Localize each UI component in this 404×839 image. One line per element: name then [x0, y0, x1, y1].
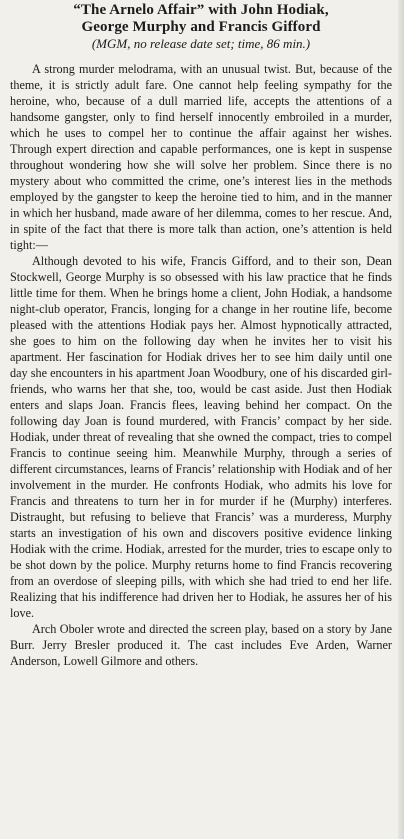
page-edge-shadow: [398, 0, 404, 839]
film-review-article: [10, 2, 392, 669]
review-title: [10, 2, 392, 36]
review-title-line-1: “The Arnelo Affair” with John Hodiak,: [73, 2, 329, 18]
review-paragraph-plot: Although devoted to his wife, Francis Gifford, and to their son, Dean Stockwell, George Murphy is so obsessed with his law practice that he finds little time for them. When he brings home a client, John Hodiak, a handsome night-club operator, Francis, longing for a change in her routine life, become pleased with the attentions Hodiak pays her. Almost hypnotically attracted, she goes to him on the following day when he invites her to visit his apartment. Her fascination for Hodiak drives her to see him daily until one day she encounters in his apartment Joan Woodbury, one of his discarded girl-friends, who warns her that she, too, would be cast aside. Just then Hodiak enters and slaps Joan. Francis flees, leaving behind her compact. On the following day Joan is found murdered, with Francis’ compact by her side. Hodiak, under threat of revealing that she owned the compact, tries to compel Francis to continue seeing him. Meanwhile Murphy, through a series of different circumstances, learns of Francis’ relationship with Hodiak and of her involvement in the murder. He confronts Hodiak, who admits his love for Francis and threatens to turn her in for murder if he (Murphy) interferes. Distraught, but refusing to believe that Francis’ was a murderess, Murphy starts an investigation of his own and discovers positive evidence linking Hodiak with the crime. Hodiak, arrested for the murder, tries to escape only to be shot down by the police. Murphy returns home to find Francis recovering from an overdose of sleeping pills, with which she had tried to end her life. Realizing that his indifference had driven her to Hodiak, he assures her of his love.: [10, 254, 392, 620]
review-title-line-2: George Murphy and Francis Gifford: [81, 19, 321, 35]
review-paragraph-credits: Arch Oboler wrote and directed the screen play, based on a story by Jane Burr. Jerry Bresler produced it. The cast includes Eve Arden, Warner Anderson, Lowell Gilmore and others.: [10, 622, 392, 668]
release-info: (MGM, no release date set; time, 86 min.): [91, 36, 311, 51]
review-paragraph-summary: A strong murder melodrama, with an unusual twist. But, because of the theme, it is strictly adult fare. One cannot help feeling sympathy for the heroine, who, because of a dull married life, accepts the attentions of a handsome gangster, only to find herself innocently embroiled in a murder, which he uses to compel her to continue the affair against her wishes. Through expert direction and capable performances, one is kept in suspense throughout wondering how she will solve her problem. Since there is no mystery about who committed the crime, one’s interest lies in the methods employed by the gangster to keep the heroine tied to him, and in the manner in which her husband, made aware of her dilemma, comes to her rescue. And, in spite of the fact that there is more talk than action, one’s attention is held tight:—: [10, 62, 392, 252]
